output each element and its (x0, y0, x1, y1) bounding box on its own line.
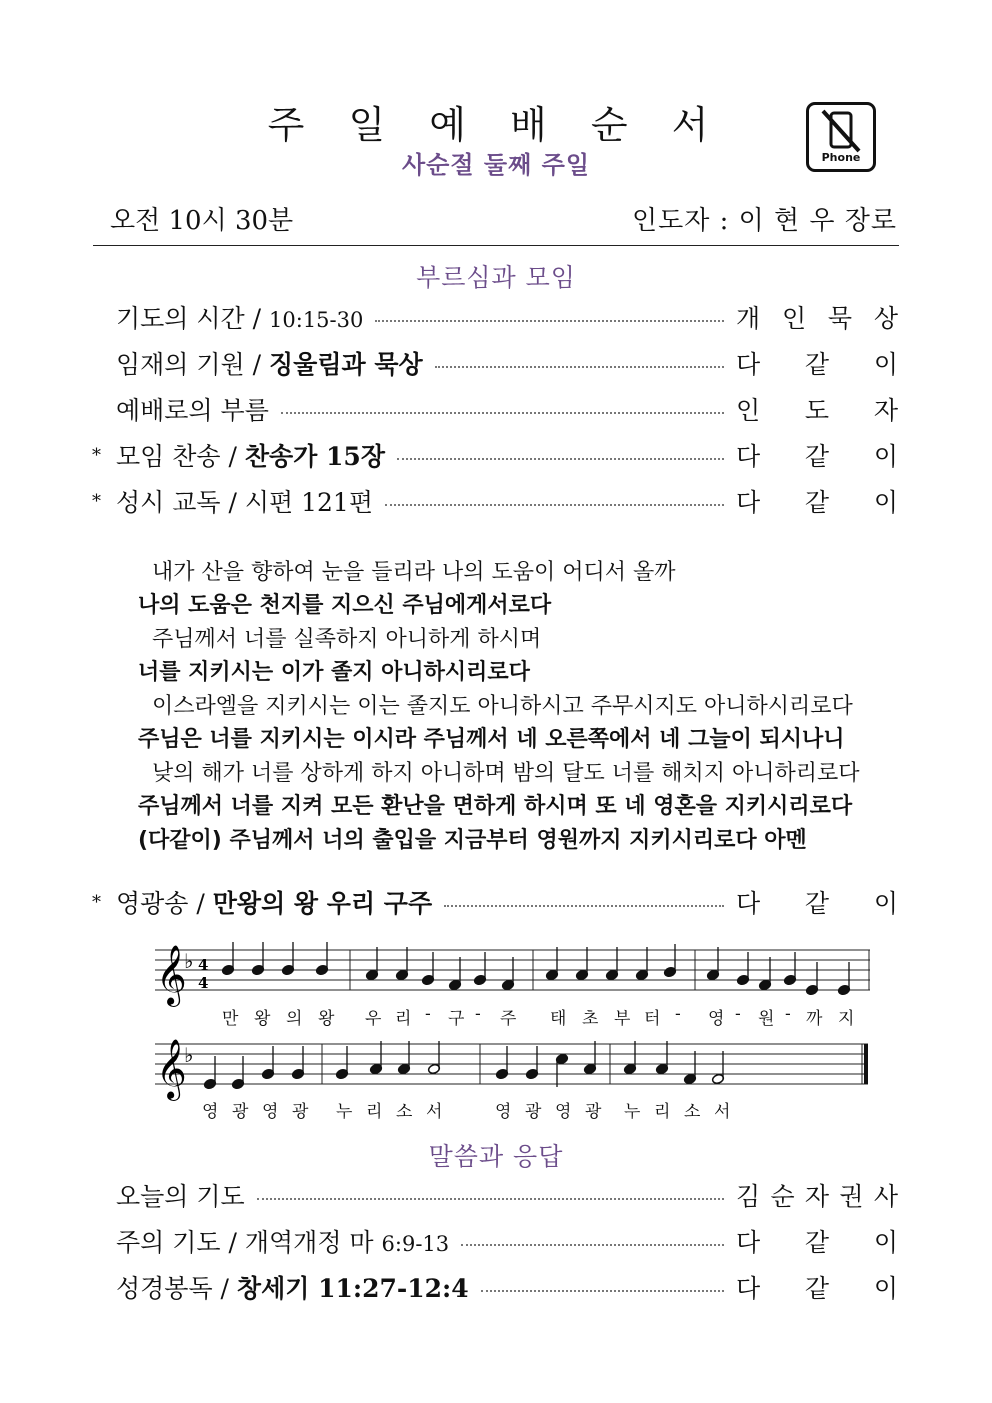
order-item (92, 1224, 898, 1258)
reading-leader-line: 내가 산을 향하여 눈을 들리라 나의 도움이 어디서 올까 (152, 560, 676, 585)
flat-icon: ♭ (184, 949, 194, 973)
lyrics-line-1: 만 왕 의 왕 우 리 - 구 - 주 태 초 부 터 - 영 - 원 - 까 지 (222, 1004, 855, 1029)
standing-mark: * (92, 891, 101, 913)
dot-leader (397, 458, 724, 460)
item-label: 기도의 시간 / (116, 304, 270, 333)
item-label: 영광송 / (116, 889, 213, 918)
item-reference: 6:9-13 (381, 1232, 450, 1256)
dot-leader (435, 366, 724, 368)
no-phone-icon (806, 102, 876, 172)
header-divider (93, 245, 899, 246)
reading-leader-line: 주님께서 너를 실족하지 아니하게 하시며 (152, 627, 542, 652)
item-performer: 다 같 이 (736, 488, 898, 517)
dot-leader (385, 504, 724, 506)
lyrics-line-2: 영 광 영 광 누 리 소 서 영 광 영 광 누 리 소 서 (202, 1102, 731, 1122)
standing-mark: * (92, 444, 101, 466)
item-label: 성시 교독 / 시편 121편 (116, 488, 373, 517)
dot-leader (444, 905, 724, 907)
item-label: 모임 찬송 / (116, 442, 245, 471)
item-performer: 다 같 이 (736, 442, 898, 471)
notes-line-2 (203, 1041, 724, 1090)
order-item (92, 1270, 898, 1304)
music-staff-2 (150, 1034, 870, 1104)
dot-leader (481, 1290, 724, 1292)
item-performer: 인 도 자 (736, 396, 898, 425)
standing-mark: * (92, 490, 101, 512)
reading-response-line: 너를 지키시는 이가 졸지 아니하시리로다 (138, 660, 530, 685)
treble-clef-icon: 𝄞 (156, 1039, 187, 1099)
item-detail: 찬송가 15장 (244, 442, 385, 471)
order-item (92, 300, 898, 334)
dot-leader (281, 412, 724, 414)
item-performer: 개 인 묵 상 (736, 304, 898, 333)
service-time: 오전 10시 30분 (110, 206, 294, 236)
treble-clef-icon: 𝄞 (156, 945, 187, 1005)
dot-leader (461, 1244, 724, 1246)
item-label: 오늘의 기도 (116, 1182, 245, 1211)
order-item (92, 1178, 898, 1212)
item-time: 10:15-30 (269, 308, 364, 332)
section-gathering: 부르심과 모임 (416, 263, 576, 292)
order-item (92, 346, 898, 380)
reading-response-line: 주님께서 너를 지켜 모든 환난을 면하게 하시며 또 네 영혼을 지키시리로다 (138, 794, 853, 819)
flat-icon: ♭ (184, 1043, 194, 1067)
item-detail: 징울림과 묵상 (269, 350, 423, 379)
phone-label: Phone (821, 151, 861, 164)
time-signature-bottom: 4 (198, 974, 209, 992)
order-item (92, 392, 898, 426)
item-detail: 창세기 11:27-12:4 (236, 1274, 469, 1303)
time-signature-top: 4 (198, 956, 209, 974)
music-staff-1 (150, 940, 870, 1010)
page-subtitle: 사순절 둘째 주일 (402, 151, 590, 179)
item-detail: 만왕의 왕 우리 구주 (212, 889, 433, 918)
item-performer: 다 같 이 (736, 350, 898, 379)
item-label: 임재의 기원 / (116, 350, 270, 379)
item-performer: 김 순 자 권 사 (736, 1182, 898, 1211)
reading-leader-line: 낮의 해가 너를 상하게 하지 아니하며 밤의 달도 너를 해치지 아니하리로다 (152, 761, 860, 786)
item-performer: 다 같 이 (736, 889, 898, 918)
item-performer: 다 같 이 (736, 1274, 898, 1303)
item-label: 주의 기도 / 개역개정 마 (116, 1228, 382, 1257)
dot-leader (375, 320, 724, 322)
reading-response-line: (다같이) 주님께서 너의 출입을 지금부터 영원까지 지키시리로다 아멘 (138, 828, 807, 853)
item-label: 예배로의 부름 (116, 396, 269, 425)
order-item (92, 484, 898, 518)
item-label: 성경봉독 / (116, 1274, 237, 1303)
reading-response-line: 주님은 너를 지키시는 이시라 주님께서 네 오른쪽에서 네 그늘이 되시나니 (138, 727, 845, 752)
service-leader: 인도자 : 이 현 우 장로 (631, 206, 897, 236)
section-word: 말씀과 응답 (428, 1142, 564, 1171)
page-title: 주 일 예 배 순 서 (267, 103, 725, 147)
dot-leader (257, 1198, 724, 1200)
item-performer: 다 같 이 (736, 1228, 898, 1257)
reading-response-line: 나의 도움은 천지를 지으신 주님에게서로다 (138, 593, 552, 618)
order-item (92, 885, 898, 919)
order-item (92, 438, 898, 472)
reading-leader-line: 이스라엘을 지키시는 이는 졸지도 아니하시고 주무시지도 아니하시리로다 (152, 694, 853, 719)
